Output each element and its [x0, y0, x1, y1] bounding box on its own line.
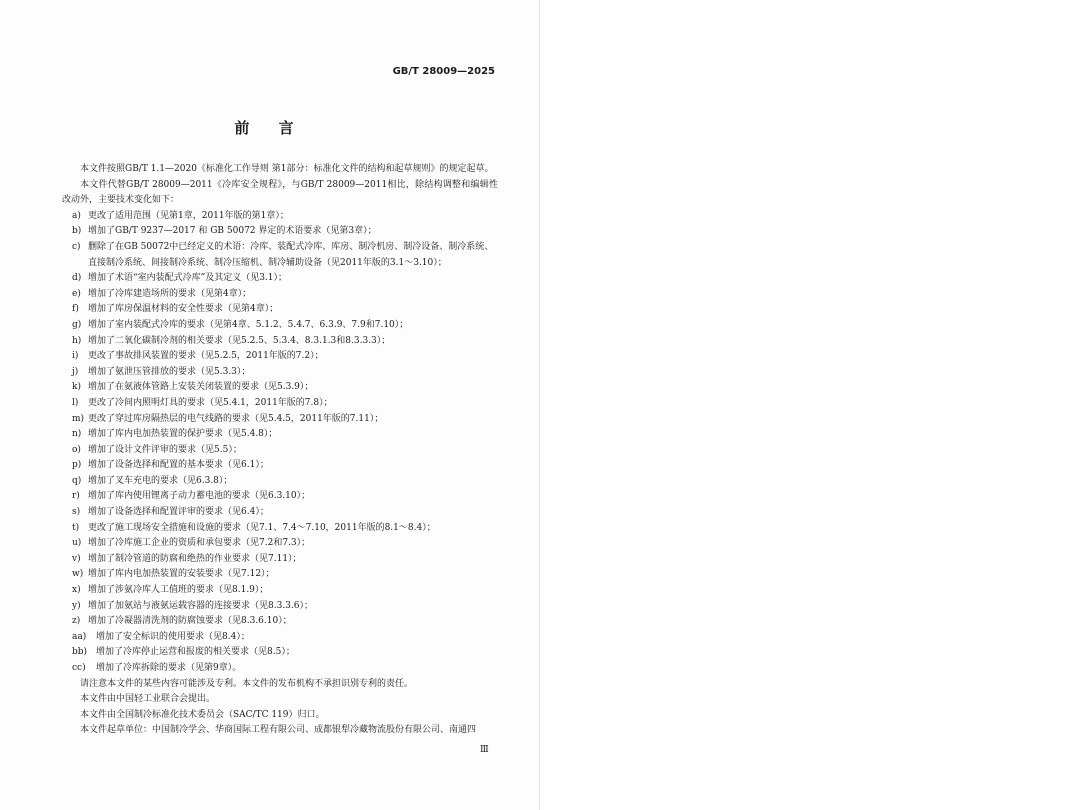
change-item-marker: n) [72, 429, 82, 440]
change-item-marker: p) [72, 460, 82, 471]
change-item [62, 412, 498, 428]
change-item [62, 521, 498, 537]
change-item-text: 增加了涉氨冷库人工值班的要求（见8.1.9）； [88, 585, 269, 596]
change-item-marker: a) [72, 210, 81, 221]
change-item-text: 增加了冷凝器清洗剂的防腐蚀要求（见8.3.6.10）； [88, 616, 292, 627]
changes-list [62, 209, 498, 677]
change-item [62, 458, 498, 474]
change-item-marker: l) [72, 397, 79, 408]
intro-paragraph: 本文件代替GB/T 28009—2011《冷库安全规程》，与GB/T 28009—2011相比，除结构调整和编辑性改动外，主要技术变化如下： [62, 179, 498, 206]
change-item-marker: e) [72, 288, 81, 299]
page-number-left: Ⅲ [480, 745, 489, 755]
change-item-marker: q) [72, 475, 82, 486]
change-item-text: 增加了库内电加热装置的安装要求（见7.12）； [88, 569, 275, 580]
change-item [62, 271, 498, 287]
closing-paragraph: 本文件起草单位：中国制冷学会、华商国际工程有限公司、成都银犁冷藏物流股份有限公司、南通四 [80, 725, 477, 736]
change-item-marker: t) [72, 522, 80, 533]
change-item-text: 增加了库内使用锂离子动力蓄电池的要求（见6.3.10）； [88, 491, 311, 502]
change-item [62, 645, 498, 661]
change-item-marker: f) [72, 304, 79, 315]
change-item-text: 增加了设备选择和配置评审的要求（见6.4）； [88, 507, 269, 518]
change-item [62, 583, 498, 599]
change-item [62, 427, 498, 443]
change-item [62, 536, 498, 552]
change-item-text: 删除了在GB 50072中已经定义的术语：冷库、装配式冷库、库房、制冷机房、制冷设备、制冷系统、直接制冷系统、间接制冷系统、制冷压缩机、制冷辅助设备（见2011年版的3.1～3.10）； [88, 241, 494, 268]
change-item-marker: j) [72, 366, 79, 377]
change-item-text: 更改了穿过库房隔热层的电气线路的要求（见5.4.5，2011年版的7.11）； [88, 413, 384, 424]
change-item-text: 增加了冷库停止运营和报废的相关要求（见8.5）； [96, 647, 295, 658]
change-item [62, 552, 498, 568]
change-item-text: 增加了库内电加热装置的保护要求（见5.4.8）； [88, 429, 278, 440]
change-item-text: 增加了设备选择和配置的基本要求（见6.1）； [88, 460, 269, 471]
page-title: 前 言 [234, 119, 306, 137]
change-item-marker: u) [72, 538, 82, 549]
change-item [62, 318, 498, 334]
change-item-marker: w) [72, 569, 84, 580]
change-item-marker: v) [72, 553, 81, 564]
change-item-marker: b) [72, 226, 82, 237]
change-item-marker: s) [72, 507, 81, 518]
change-item [62, 365, 498, 381]
change-item-text: 增加了冷库拆除的要求（见第9章）。 [96, 663, 242, 673]
change-item-marker: d) [72, 273, 82, 284]
change-item-text: 增加了二氧化碳制冷剂的相关要求（见5.2.5、5.3.4、8.3.1.3和8.3.3.3）； [88, 335, 391, 346]
closing-paragraph: 本文件由中国轻工业联合会提出。 [80, 694, 216, 705]
change-item-marker: c) [72, 241, 81, 252]
change-item-text: 增加了库房保温材料的安全性要求（见第4章）； [88, 304, 279, 315]
change-item-text: 增加了加氨站与液氨运载容器的连接要求（见8.3.3.6）； [88, 600, 313, 611]
change-item [62, 630, 498, 646]
change-item-text: 增加了氨泄压管排放的要求（见5.3.3）； [88, 366, 251, 377]
change-item [62, 505, 498, 521]
change-item-text: 增加了在氨液体管路上安装关闭装置的要求（见5.3.9）； [88, 382, 314, 393]
change-item-marker: z) [72, 616, 81, 627]
change-item [62, 349, 498, 365]
left-body [62, 162, 498, 739]
change-item [62, 287, 498, 303]
change-item-marker: o) [72, 444, 81, 455]
change-item-marker: g) [72, 319, 82, 330]
change-item [62, 302, 498, 318]
change-item-text: 增加了冷库建造场所的要求（见第4章）； [88, 288, 252, 299]
change-item-text: 增加了安全标识的使用要求（见8.4）； [96, 631, 250, 642]
change-item-marker: k) [72, 382, 81, 393]
change-item-marker: y) [72, 600, 81, 611]
change-item [62, 599, 498, 615]
change-item [62, 209, 498, 225]
change-item [62, 224, 498, 240]
change-item [62, 334, 498, 350]
change-item-text: 增加了室内装配式冷库的要求（见第4章、5.1.2、5.4.7、6.3.9、7.9和7.10）； [88, 319, 409, 330]
change-item-marker: m) [72, 413, 85, 424]
change-item-text: 更改了冷间内照明灯具的要求（见5.4.1，2011年版的7.8）； [88, 397, 333, 408]
change-item-marker: bb) [72, 647, 88, 658]
change-item-text: 更改了事故排风装置的要求（见5.2.5，2011年版的7.2）； [88, 351, 324, 362]
closing-paragraph: 请注意本文件的某些内容可能涉及专利。本文件的发布机构不承担识别专利的责任。 [80, 678, 414, 689]
change-item [62, 474, 498, 490]
intro-paragraph: 本文件按照GB/T 1.1—2020《标准化工作导则 第1部分：标准化文件的结构和起草规则》的规定起草。 [80, 164, 494, 174]
change-item-text: 更改了适用范围（见第1章，2011年版的第1章）； [88, 210, 289, 221]
change-item [62, 567, 498, 583]
change-item-marker: cc) [72, 663, 86, 673]
change-item-marker: i) [72, 351, 79, 362]
change-item [62, 661, 498, 677]
change-item-text: 更改了施工现场安全措施和设施的要求（见7.1、7.4～7.10，2011年版的8.1～8.4）； [88, 522, 436, 533]
closing-paragraph: 本文件由全国制冷标准化技术委员会（SAC/TC 119）归口。 [80, 709, 325, 720]
change-item [62, 443, 498, 459]
change-item-text: 增加了术语“室内装配式冷库”及其定义（见3.1）； [88, 273, 288, 284]
change-item-marker: x) [72, 585, 81, 596]
standard-code-left: GB/T 28009—2025 [392, 66, 495, 77]
change-item-text: 增加了叉车充电的要求（见6.3.8）； [88, 475, 233, 486]
change-item [62, 380, 498, 396]
change-item [62, 489, 498, 505]
change-item-marker: r) [72, 491, 80, 502]
change-item-text: 增加了设计文件评审的要求（见5.5）； [88, 444, 242, 455]
change-item-text: 增加了制冷管道的防腐和绝热的作业要求（见7.11）； [88, 553, 302, 564]
change-item-marker: h) [72, 335, 82, 346]
right-page [540, 0, 1080, 810]
change-item-text: 增加了GB/T 9237—2017 和 GB 50072 界定的术语要求（见第3章）； [88, 226, 377, 237]
change-item-marker: aa) [72, 631, 87, 642]
change-item-text: 增加了冷库施工企业的资质和承包要求（见7.2和7.3）； [88, 538, 311, 549]
change-item [62, 396, 498, 412]
change-item [62, 240, 498, 271]
change-item [62, 614, 498, 630]
